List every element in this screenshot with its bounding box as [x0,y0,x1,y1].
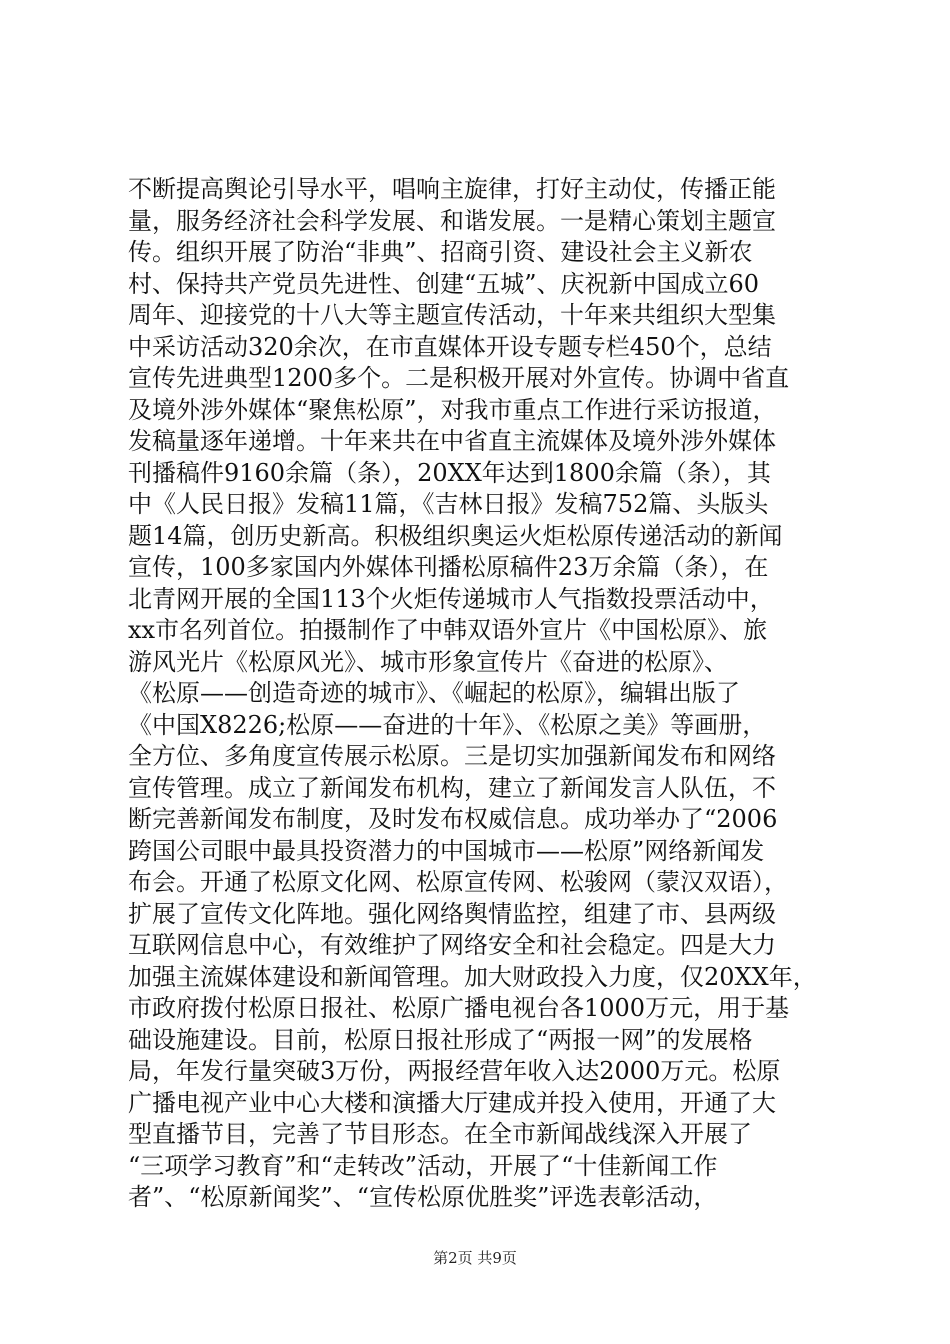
text-line: 宣传先进典型1200多个。二是积极开展对外宣传。协调中省直 [128,364,790,392]
text-line: 周年、迎接党的十八大等主题宣传活动，十年来共组织大型集 [128,301,776,329]
text-line: 型直播节目，完善了节目形态。在全市新闻战线深入开展了 [128,1120,752,1148]
text-line: 中《人民日报》发稿11篇，《吉林日报》发稿752篇、头版头 [128,490,769,518]
text-line: 及境外涉外媒体“聚焦松原”，对我市重点工作进行采访报道， [128,395,777,424]
text-line: 全方位、多角度宣传展示松原。三是切实加强新闻发布和网络 [128,742,776,770]
text-line: 《中国X8226;松原——奋进的十年》、《松原之美》等画册， [128,710,767,739]
text-line: 量，服务经济社会科学发展、和谐发展。一是精心策划主题宣 [128,206,776,235]
text-line: 断完善新闻发布制度，及时发布权威信息。成功举办了“2006 [128,805,778,833]
text-line: 村、保持共产党员先进性、创建“五城”、庆祝新中国成立60 [128,269,760,298]
text-line: 扩展了宣传文化阵地。强化网络舆情监控，组建了市、县两级 [128,899,776,928]
text-line: “三项学习教育”和“走转改”活动，开展了“十佳新闻工作 [128,1151,718,1180]
text-line: 市政府拨付松原日报社、松原广播电视台各1000万元，用于基 [128,994,790,1022]
text-line: 宣传管理。成立了新闻发布机构，建立了新闻发言人队伍，不 [128,773,776,802]
page-footer: 第2页 共9页 [433,1249,517,1267]
text-line: 加强主流媒体建设和新闻管理。加大财政投入力度，仅20XX年， [128,962,817,991]
text-line: 《松原——创造奇迹的城市》、《崛起的松原》，编辑出版了 [128,679,740,707]
text-line: 传。组织开展了防治“非典”、招商引资、建设社会主义新农 [128,238,753,266]
text-line: 互联网信息中心，有效维护了网络安全和社会稳定。四是大力 [128,931,776,959]
text-line: 础设施建设。目前，松原日报社形成了“两报一网”的发展格 [128,1025,753,1054]
text-line: 宣传，100多家国内外媒体刊播松原稿件23万余篇（条），在 [128,553,769,581]
text-line: 跨国公司眼中最具投资潜力的中国城市——松原”网络新闻发 [128,836,765,865]
text-line: 北青网开展的全国113个火炬传递城市人气指数投票活动中， [128,584,774,613]
text-line: 刊播稿件9160余篇（条），20XX年达到1800余篇（条），其 [128,458,771,487]
text-line: 局，年发行量突破3万份，两报经营年收入达2000万元。松原 [128,1057,781,1085]
text-line: 游风光片《松原风光》、城市形象宣传片《奋进的松原》、 [128,647,728,676]
text-line: 题14篇，创历史新高。积极组织奥运火炬松原传递活动的新闻 [128,521,783,550]
text-line: 不断提高舆论引导水平，唱响主旋律，打好主动仗，传播正能 [128,175,776,203]
text-line: 者”、“松原新闻奖”、“宣传松原优胜奖”评选表彰活动， [128,1183,718,1211]
text-line: 中采访活动320余次，在市直媒体开设专题专栏450个，总结 [128,332,772,361]
text-line: 布会。开通了松原文化网、松原宣传网、松骏网（蒙汉双语）， [128,868,788,896]
text-line: xx市名列首位。拍摄制作了中韩双语外宣片《中国松原》、旅 [128,616,768,644]
text-line: 发稿量逐年递增。十年来共在中省直主流媒体及境外涉外媒体 [128,427,776,455]
text-line: 广播电视产业中心大楼和演播大厅建成并投入使用，开通了大 [128,1088,776,1117]
body-text [128,174,828,1214]
